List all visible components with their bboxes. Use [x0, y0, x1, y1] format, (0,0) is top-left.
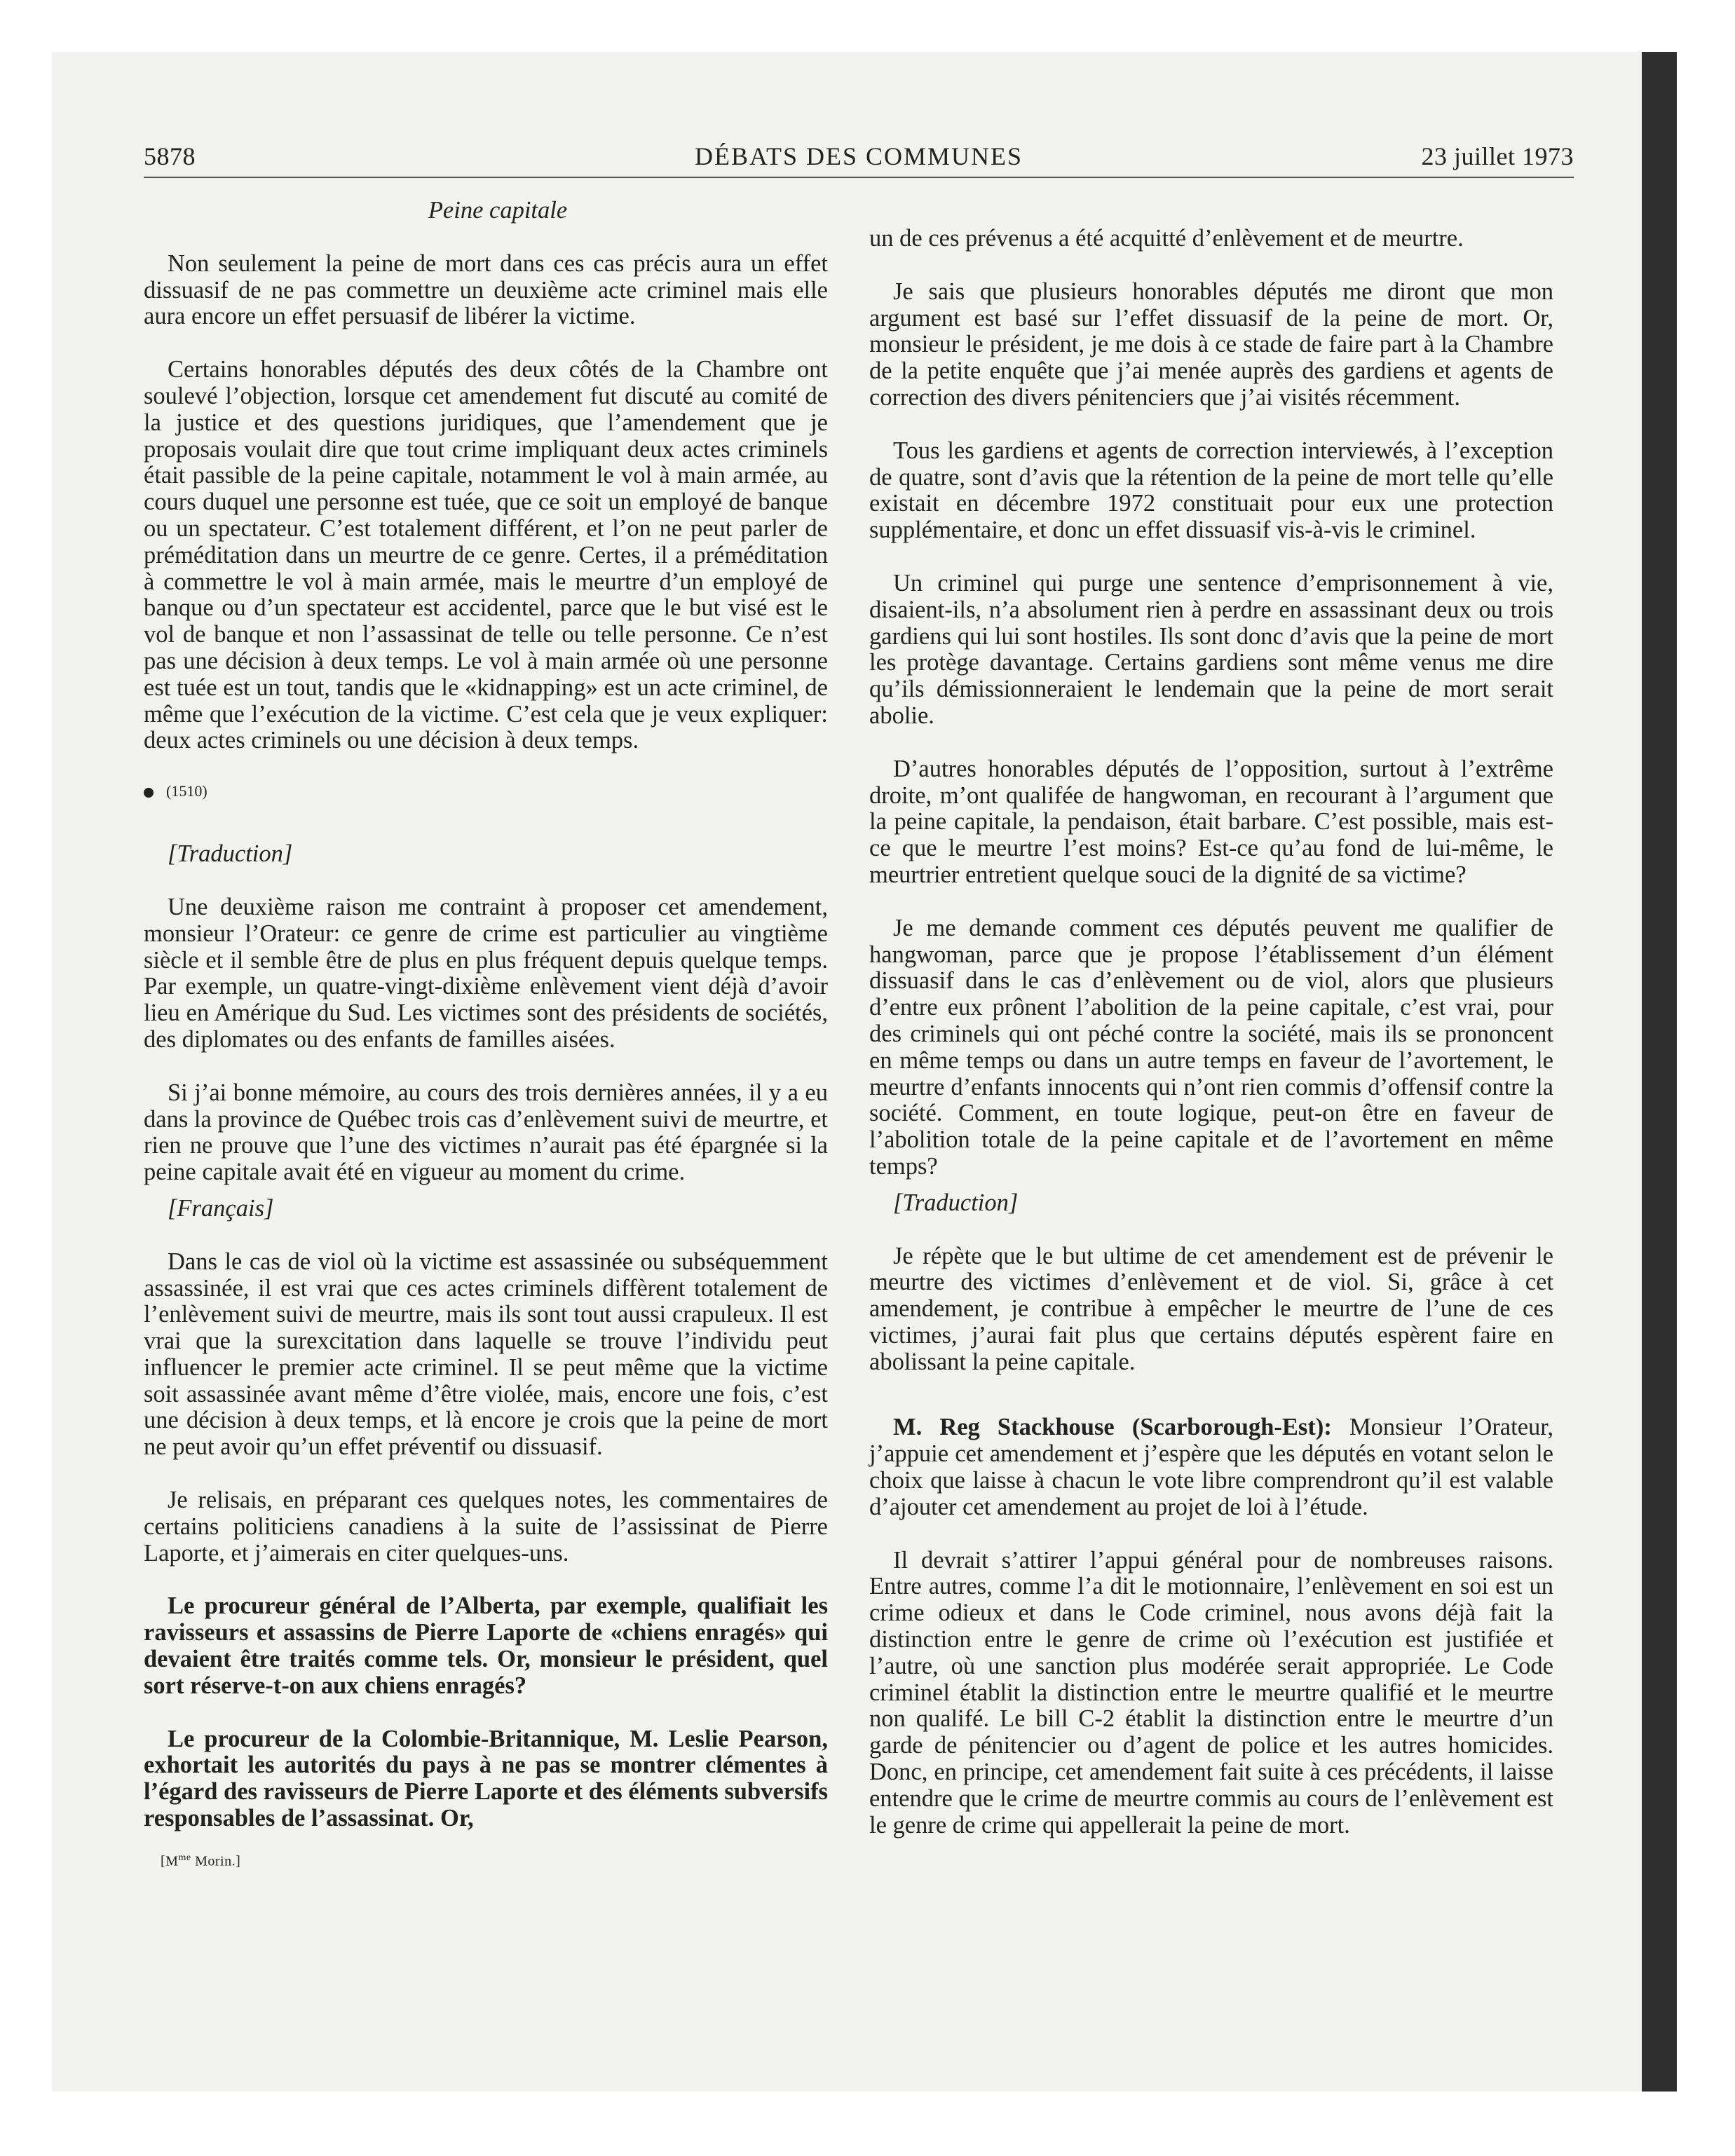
paragraph: Non seulement la peine de mort dans ces cas précis aura un effet dissuasif de ne pas commettre un deuxième acte criminel mais elle aura encore un effet persuasif de libérer la victime. — [144, 250, 828, 330]
publication-title: DÉBATS DES COMMUNES — [694, 142, 1023, 170]
speaker-name: M. Reg Stackhouse (Scarborough-Est): — [893, 1414, 1332, 1441]
paragraph: Le procureur de la Colombie-Britannique, M. Leslie Pearson, exhortait les autorités du pays à ne pas se montrer clémentes à l’égard des ravisseurs de Pierre Laporte et des éléments subversifs responsables de l’assassinat. Or, — [144, 1725, 828, 1832]
paragraph — [869, 1414, 1553, 1520]
paragraph: Il devrait s’attirer l’appui général pour de nombreuses raisons. Entre autres, comme l’a dit le motionnaire, l’enlèvement en soi est un crime odieux et dans le Code criminel, nous avons déjà fait la distinction entre le genre de crime où l’exécution est justifiée et l’autre, où une sanction plus modérée serait appropriée. Le Code criminel établit la distinction entre le meurtre qualifié et le meurtre non qualifé. Le bill C-2 établit la distinction entre le meurtre d’un garde de pénitencier ou d’agent de police et les autres homicides. Donc, en principe, cet amendement fait suite à ces précédents, il laisse entendre que le crime de meurtre commis au cours de l’enlèvement est le genre de crime qui appellerait la peine de mort. — [869, 1546, 1553, 1838]
speaker-footer: [$M^{me}$ Morin.] — [161, 1852, 241, 1869]
right-column — [869, 226, 1553, 1865]
page-header — [144, 139, 1574, 178]
paragraph: Si j’ai bonne mémoire, au cours des trois dernières années, il y a eu dans la province de Québec trois cas d’enlèvement suivi de meurtre, et rien ne prouve que l’une des victimes n’aurait pas été épargnée si la peine capitale avait été en vigueur au moment du crime. — [144, 1079, 828, 1186]
publication-date: 23 juillet 1973 — [1421, 142, 1574, 170]
time-marker-label: (1510) — [166, 782, 207, 800]
paragraph: Le procureur général de l’Alberta, par exemple, qualifiait les ravisseurs et assassins de Pierre Laporte de «chiens enragés» qui devaient être traités comme tels. Or, monsieur le président, quel sort réserve-t-on aux chiens enragés? — [144, 1592, 828, 1699]
paragraph: Certains honorables députés des deux côtés de la Chambre ont soulevé l’objection, lorsque cet amendement fut discuté au comité de la justice et des questions juridiques, que l’amendement que je proposais voulait dire que tout crime impliquant deux actes criminels était passible de la peine capitale, notamment le vol à main armée, au cours duquel une personne est tuée, que ce soit un employé de banque ou un spectateur. C’est totalement différent, et l’on ne peut parler de préméditation dans un meurtre de ce genre. Certes, il a préméditation à commettre le vol à main armée, mais le meurtre d’un employé de banque ou d’un spectateur est accidentel, parce que le but visé est le vol de banque et non l’assassinat de telle ou telle personne. Ce n’est pas une décision à deux temps. Le vol à main armée où une personne est tuée est un tout, tandis que le «kidnapping» est un acte criminel, de même que l’exécution de la victime. C’est cela que je veux expliquer: deux actes criminels ou une décision à deux temps. — [144, 356, 828, 754]
bullet-icon — [144, 788, 154, 798]
paragraph: Je me demande comment ces députés peuvent me qualifier de hangwoman, parce que je propose l’établissement d’un élément dissuasif dans le cas d’enlèvement ou de viol, alors que plusieurs d’entre eux prônent l’abolition de la peine capitale, c’est vrai, pour des criminels qui ont péché contre la société, mais ils se prononcent en même temps ou dans un autre temps en faveur de l’avortement, le meurtre d’enfants innocents qui n’ont rien commis d’offensif contre la société. Comment, en toute logique, peut-on être en faveur de l’abolition totale de la peine capitale et de l’avortement en même temps? — [869, 914, 1553, 1180]
page-number: 5878 — [144, 142, 196, 170]
paragraph: Une deuxième raison me contraint à proposer cet amendement, monsieur l’Orateur: ce genre de crime est particulier au vingtième siècle et il semble être de plus en plus fréquent depuis quelque temps. Par exemple, un quatre-vingt-dixième enlèvement vient déjà d’avoir lieu en Amérique du Sud. Les victimes sont des présidents de sociétés, des diplomates ou des enfants de familles aisées. — [144, 893, 828, 1053]
paragraph: Je répète que le but ultime de cet amendement est de prévenir le meurtre des victimes d’enlèvement et de viol. Si, grâce à cet amendement, je contribue à empêcher le meurtre de l’une de ces victimes, j’aurai fait plus que certains députés espèrent faire en abolissant la peine capitale. — [869, 1242, 1553, 1375]
time-marker — [144, 781, 828, 802]
left-column — [144, 198, 828, 1875]
paragraph: Tous les gardiens et agents de correction interviewés, à l’exception de quatre, sont d’avis que la rétention de la peine de mort telle qu’elle existait en décembre 1972 constituait pour eux une protection supplémentaire, et donc un effet dissuasif vis-à-vis le criminel. — [869, 437, 1553, 544]
paragraph: D’autres honorables députés de l’opposition, surtout à l’extrême droite, m’ont qualifée de hangwoman, en recourant à l’argument que la peine capitale, la pendaison, était barbare. C’est possible, mais est-ce que le meurtre l’est moins? Est-ce qu’au fond de lui-même, le meurtrier entretient quelque souci de la dignité de sa victime? — [869, 755, 1553, 888]
speech-text: Monsieur l’Orateur, j’appuie cet amendement et j’espère que les députés en votant selon le choix que laisse à chacun le vote libre comprendront qu’il est valable d’ajouter cet amendement au projet de loi à l’étude. — [869, 1414, 1553, 1520]
subject-heading: Peine capitale — [428, 197, 568, 224]
language-marker: [Traduction] — [168, 840, 293, 868]
paragraph: Je relisais, en préparant ces quelques notes, les commentaires de certains politiciens canadiens à la suite de l’assissinat de Pierre Laporte, et j’aimerais en citer quelques-uns. — [144, 1487, 828, 1567]
language-marker: [Traduction] — [893, 1189, 1019, 1216]
paragraph: Un criminel qui purge une sentence d’emprisonnement à vie, disaient-ils, n’a absolument rien à perdre en assassinant deux ou trois gardiens qui lui sont hostiles. Ils sont donc d’avis que la peine de mort les protège davantage. Certains gardiens sont même venus me dire qu’ils démissionneraient le lendemain que la peine de mort serait abolie. — [869, 569, 1553, 729]
paragraph: Dans le cas de viol où la victime est assassinée ou subséquemment assassinée, il est vrai que ces actes criminels diffèrent totalement de l’enlèvement suivi de meurtre, mais ils sont tout aussi crapuleux. Il est vrai que la surexcitation dans laquelle se trouve l’individu peut influencer le premier acte criminel. Il se peut même que la victime soit assassinée avant même d’être violée, mais, encore une fois, c’est une décision à deux temps, et là encore je crois que la peine de mort ne peut avoir qu’un effet préventif ou dissuasif. — [144, 1248, 828, 1461]
language-marker: [Français] — [168, 1194, 274, 1222]
paragraph: Je sais que plusieurs honorables députés me diront que mon argument est basé sur l’effet dissuasif de la peine de mort. Or, monsieur le président, je me dois à ce stade de faire part à la Chambre de la petite enquête que j’ai menée auprès des gardiens et agents de correction des divers pénitenciers que j’ai visités récemment. — [869, 278, 1553, 411]
paragraph: un de ces prévenus a été acquitté d’enlèvement et de meurtre. — [869, 225, 1464, 252]
scan-edge — [1642, 52, 1677, 2092]
